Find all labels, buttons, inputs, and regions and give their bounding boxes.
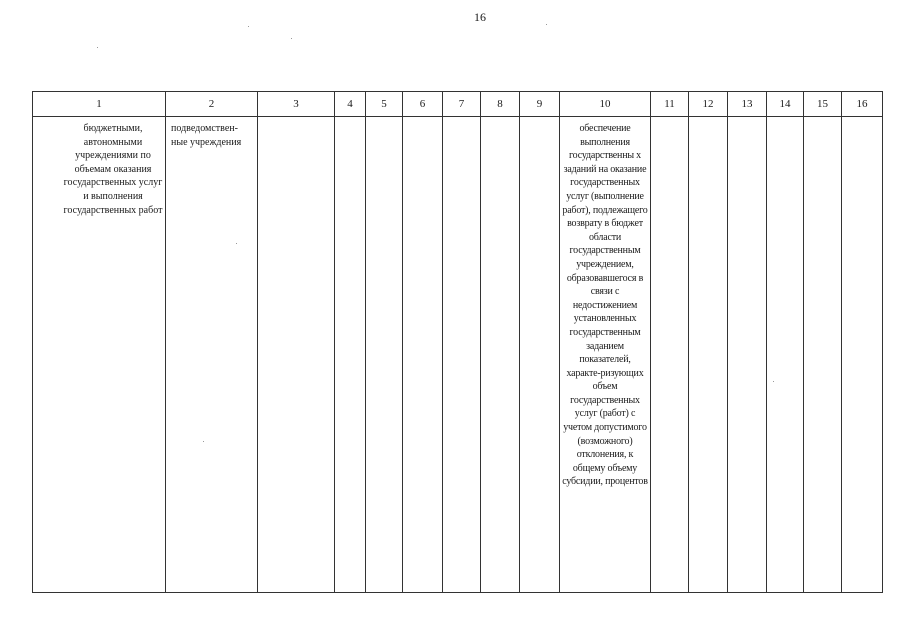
cell-col-8 [481, 117, 520, 593]
scan-speck [773, 381, 774, 382]
cell-col-7 [443, 117, 481, 593]
cell-col-12 [689, 117, 728, 593]
column-header-7: 7 [443, 92, 481, 117]
cell-col-2 [166, 117, 258, 593]
column-header-12: 12 [689, 92, 728, 117]
column-header-2: 2 [166, 92, 258, 117]
cell-col-13 [728, 117, 767, 593]
column-header-8: 8 [481, 92, 520, 117]
cell-col-16 [842, 117, 883, 593]
cell-col-3 [258, 117, 335, 593]
table-row [33, 117, 883, 593]
cell-text-col-2: подведомствен-ные учреждения [171, 123, 242, 148]
header-row [33, 92, 883, 117]
column-header-3: 3 [258, 92, 335, 117]
cell-col-9 [520, 117, 560, 593]
column-header-5: 5 [366, 92, 403, 117]
cell-col-15 [804, 117, 842, 593]
cell-col-1 [33, 117, 166, 593]
page-number: 16 [474, 10, 486, 24]
column-header-9: 9 [520, 92, 560, 117]
cell-col-6 [403, 117, 443, 593]
column-header-16: 16 [842, 92, 883, 117]
column-header-13: 13 [728, 92, 767, 117]
column-header-4: 4 [335, 92, 366, 117]
cell-text-col-10: обеспечение выполнения государственны х заданий на оказание государственных услуг (выполнение работ), подлежащего возврату в бюджет области государственным учреждением, образовавшегося в связи с недостижением установленных государственным заданием показателей, характе-ризующих объем государственных услуг (работ) с учетом допустимого (возможного) отклонения, к общему объему субсидии, процентов [562, 123, 648, 488]
cell-col-4 [335, 117, 366, 593]
cell-col-11 [651, 117, 689, 593]
column-header-10: 10 [560, 92, 651, 117]
scan-speck [291, 38, 292, 39]
scan-speck [248, 26, 249, 27]
cell-col-10 [560, 117, 651, 593]
scan-speck [546, 24, 547, 25]
scan-speck [236, 243, 237, 244]
column-header-15: 15 [804, 92, 842, 117]
data-table [32, 91, 883, 593]
column-header-1: 1 [33, 92, 166, 117]
cell-text-col-1: бюджетными, автономными учреждениями по объемам оказания государственных услуг и выполнения государственных работ [63, 123, 163, 216]
column-header-11: 11 [651, 92, 689, 117]
cell-col-5 [366, 117, 403, 593]
scan-speck [203, 441, 204, 442]
column-header-6: 6 [403, 92, 443, 117]
scan-speck [97, 47, 98, 48]
cell-col-14 [767, 117, 804, 593]
column-header-14: 14 [767, 92, 804, 117]
